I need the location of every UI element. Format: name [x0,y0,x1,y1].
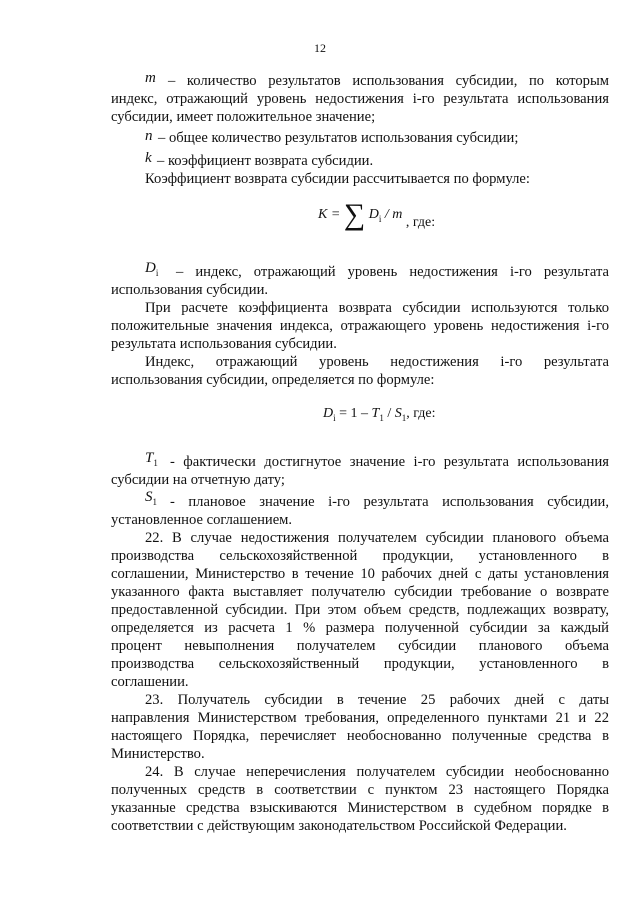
para24-line-1: 24. В случае неперечисления получателем субсидии необоснованно [145,764,609,780]
para22-line-3: соглашении, Министерство в течение 10 рабочих дней с даты установления [111,566,609,582]
formula-di [323,405,436,427]
para22-line-1: 22. В случае недостижения получателем субсидии планового объема [145,530,609,546]
formula-k-tail: / m [384,207,403,222]
def-n-text: – общее количество результатов использования субсидии; [158,130,519,146]
para22-line-7: процент невыполнения получателем субсидии планового объема [111,638,609,654]
para22-line-5: предоставленной субсидии. При этом объем средств, подлежащих возврату, [111,602,609,618]
formula-di-s-sub: 1 [401,412,407,423]
def-t1-line-2: субсидии на отчетную дату; [111,472,285,488]
def-m-line-2: индекс, отражающий уровень недостижения i-го результата использования [111,91,609,107]
var-t1-sub: 1 [153,458,158,468]
def-m-line-3: субсидии, имеет положительное значение; [111,109,376,125]
formula-di-slash: / [387,406,392,421]
para23-line-3: настоящего Порядка, перечисляет необоснованно полученные средства в [111,728,609,744]
para22-line-4: указанного факта выставляет получателю субсидии требование о возврате [111,584,609,600]
para22-line-2: производства сельскохозяйственной продукции, установленного в [111,548,609,564]
para22-line-6: определяется из расчета 1 % размера полученной субсидии за каждый [111,620,609,636]
def-s1-line-2: установленное соглашением. [111,512,293,528]
var-t1-letter: T [145,450,154,466]
def-di-line-2: использования субсидии. [111,282,269,298]
para22-line-8: производства сельскохозяйственный продукции, установленного в [111,656,609,672]
page-number: 12 [314,41,326,55]
var-s1-letter: S [145,489,153,505]
formula-di-lhs-sub: i [333,412,336,423]
formula-intro: Коэффициент возврата субсидии рассчитывается по формуле: [145,171,530,187]
var-di [145,260,158,282]
para22-line-9: соглашении. [111,674,189,690]
para-positive-line-1: При расчете коэффициента возврата субсидии используются только [145,300,609,316]
para23-line-2: направления Министерством требования, определенного пунктами 21 и 22 [111,710,609,726]
formula-di-lhs: D [323,406,334,421]
def-k-text: – коэффициент возврата субсидии. [157,153,374,169]
para24-line-2: полученных средств в соответствии с пунктом 23 настоящего Порядка [111,782,609,798]
formula-k-lhs: K = [318,207,341,222]
var-di-letter: D [145,260,156,276]
formula-k [318,198,436,231]
var-k: k [145,150,152,166]
def-m-line-1: – количество результатов использования субсидии, по которым [168,73,609,89]
var-s1 [145,489,157,511]
formula-k-where: , где: [405,215,436,230]
para24-line-3: указанные средства взыскиваются Министерством в судебном порядке в [111,800,609,816]
formula-di-t: T [371,406,380,421]
formula-k-sub: i [378,213,382,224]
var-m: m [145,70,156,86]
para24-line-4: соответствии с действующим законодательством Российской Федерации. [111,818,567,834]
var-di-sub: i [155,268,159,278]
formula-di-s: S [394,406,402,421]
para23-line-1: 23. Получатель субсидии в течение 25 рабочих дней с даты [145,692,609,708]
para23-line-4: Министерство. [111,746,205,762]
def-s1-line-1: - плановое значение i-го результата использования субсидии, [170,494,609,510]
para-positive-line-3: результата использования субсидии. [111,336,337,352]
def-t1-line-1: - фактически достигнутое значение i-го результата использования [170,454,609,470]
def-di-line-1: – индекс, отражающий уровень недостижения i-го результата [176,264,609,280]
para-index-line-1: Индекс, отражающий уровень недостижения i-го результата [145,354,609,370]
var-t1 [145,450,158,472]
formula-k-body: D [368,207,379,222]
formula-di-where: , где: [406,406,436,421]
formula-di-eq: = 1 – [339,406,369,421]
para-index-line-2: использования субсидии, определяется по формуле: [111,372,435,388]
sum-symbol: ∑ [343,198,366,231]
var-n: n [145,128,153,144]
para-positive-line-2: положительные значения индекса, отражающего уровень недостижения i-го [111,318,609,334]
formula-di-t-sub: 1 [379,412,384,423]
var-s1-sub: 1 [152,497,157,507]
